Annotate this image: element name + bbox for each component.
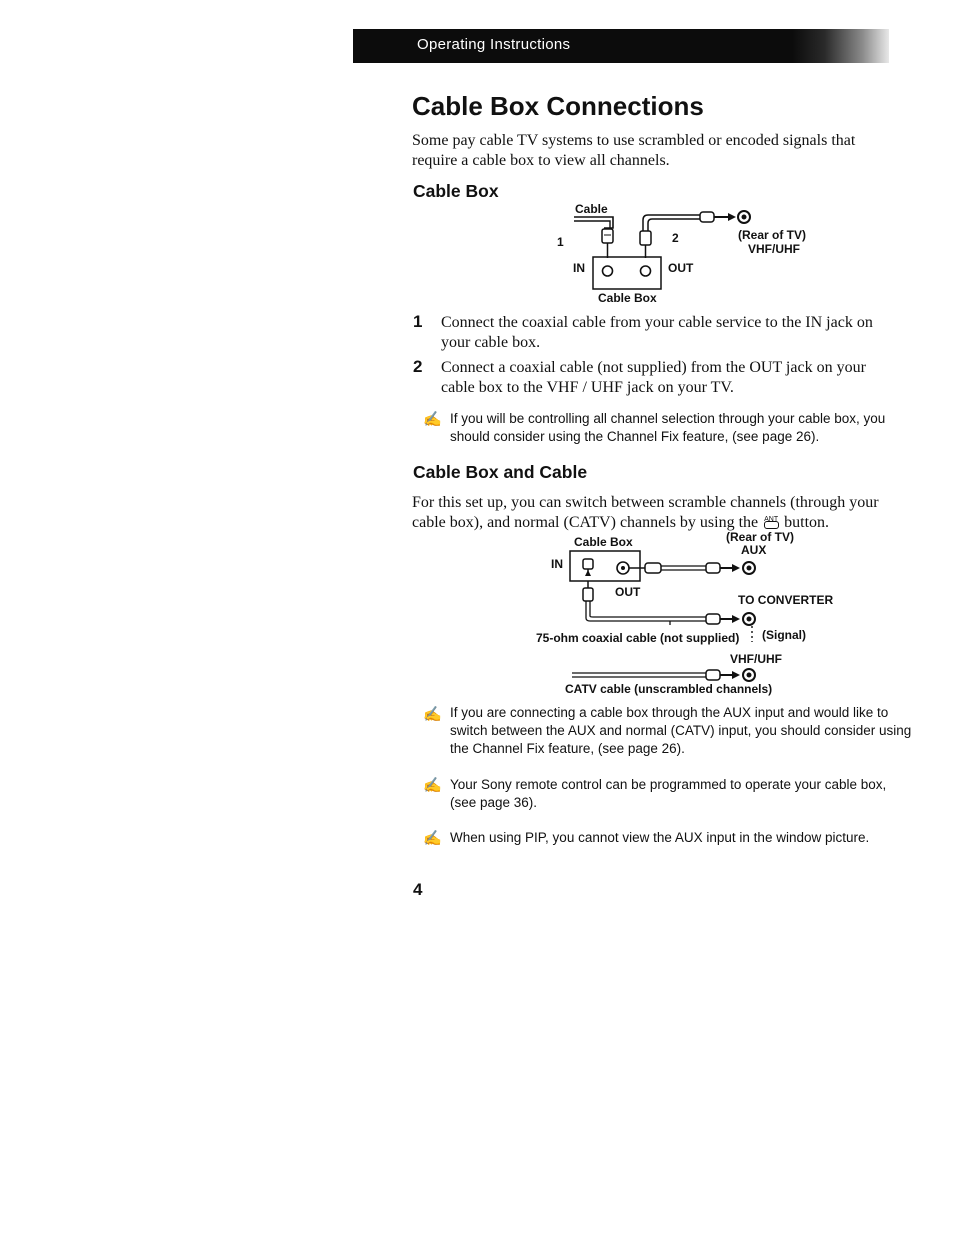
note-pen-icon: ✍	[423, 412, 442, 428]
diagram2-label-cable-box: Cable Box	[574, 535, 633, 549]
note-line: should consider using the Channel Fix feature, (see page 26).	[450, 429, 820, 444]
section2-paragraph	[412, 493, 922, 533]
note-line: If you are connecting a cable box through the AUX input and would like to	[450, 705, 889, 720]
note-pen-icon: ✍	[423, 778, 442, 794]
note-text	[450, 410, 920, 446]
section2-text-start: cable box), and normal (CATV) channels by using the	[412, 514, 759, 531]
note-line: (see page 36).	[450, 795, 538, 810]
diagram2-label-in: IN	[551, 557, 563, 571]
diagram2-label-rear-of-tv: (Rear of TV)	[726, 530, 795, 544]
diagram-label-out: OUT	[668, 261, 694, 275]
step-line: your cable box.	[441, 334, 541, 351]
diagram2-label-catv-cable: CATV cable (unscrambled channels)	[565, 682, 773, 696]
diagram-label-rear-of-tv: (Rear of TV)	[738, 228, 807, 242]
diagram2-label-aux: AUX	[741, 543, 767, 557]
diagram-label-in: IN	[573, 261, 585, 275]
note-line: the Channel Fix feature, (see page 26).	[450, 741, 685, 756]
diagram2-label-coax-cable: 75-ohm coaxial cable (not supplied)	[536, 631, 740, 645]
step-text	[441, 358, 921, 398]
page-number: 4	[413, 880, 423, 899]
intro-paragraph	[412, 131, 902, 171]
section2-line: For this set up, you can switch between scramble channels (through your	[412, 494, 879, 511]
section2-text-end: button.	[784, 514, 830, 531]
diagram-step-1: 1	[557, 235, 564, 249]
diagram2-label-out: OUT	[615, 585, 641, 599]
note-text	[450, 704, 920, 758]
step-line: Connect the coaxial cable from your cable service to the IN jack on	[441, 314, 873, 331]
step-text	[441, 313, 921, 353]
intro-line: require a cable box to view all channels.	[412, 152, 670, 169]
section-heading-cable-box: Cable Box	[413, 181, 499, 201]
note-line: Your Sony remote control can be programmed to operate your cable box,	[450, 777, 887, 792]
intro-line: Some pay cable TV systems to use scrambled or encoded signals that	[412, 132, 856, 149]
step-number: 2	[413, 357, 423, 376]
diagram-label-cable: Cable	[575, 202, 608, 216]
note-line: When using PIP, you cannot view the AUX input in the window picture.	[450, 830, 870, 845]
note-text	[450, 829, 920, 847]
step-number: 1	[413, 312, 423, 331]
antenna-button-caption: ANT	[764, 516, 779, 523]
page-title: Cable Box Connections	[412, 91, 704, 121]
antenna-button-icon	[762, 515, 780, 529]
cable-box-and-cable-diagram-art	[530, 530, 840, 700]
step-line: cable box to the VHF / UHF jack on your TV.	[441, 379, 734, 396]
cable-box-diagram	[540, 198, 840, 308]
section-header	[353, 29, 889, 63]
diagram-label-vhf-uhf: VHF/UHF	[748, 242, 800, 256]
note-text	[450, 776, 920, 812]
note-pen-icon: ✍	[423, 707, 442, 723]
note-line: If you will be controlling all channel selection through your cable box, you	[450, 411, 886, 426]
diagram2-label-vhf-uhf: VHF/UHF	[730, 652, 782, 666]
section-heading-cable-box-and-cable: Cable Box and Cable	[413, 462, 588, 482]
diagram-step-2: 2	[672, 231, 679, 245]
cable-box-and-cable-diagram	[530, 530, 840, 700]
note-pen-icon: ✍	[423, 831, 442, 847]
diagram2-label-to-converter: TO CONVERTER	[738, 593, 834, 607]
step-line: Connect a coaxial cable (not supplied) from the OUT jack on your	[441, 359, 866, 376]
section-header-label: Operating Instructions	[417, 36, 571, 53]
diagram2-label-signal: (Signal)	[762, 628, 806, 642]
diagram-label-cable-box: Cable Box	[598, 291, 657, 305]
note-line: switch between the AUX and normal (CATV) input, you should consider using	[450, 723, 912, 738]
